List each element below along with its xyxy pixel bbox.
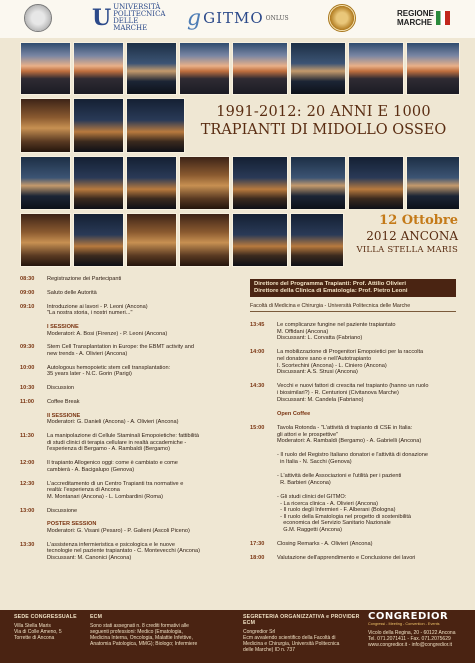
- program-line: new trends - A. Olivieri (Ancona): [47, 350, 128, 357]
- program-item: [250, 349, 423, 375]
- program-item: [20, 521, 190, 534]
- program-line: di studi clinici di terapia cellulare in realtà accademiche -: [47, 439, 187, 446]
- program-time: 12:30: [20, 480, 35, 487]
- photo-tile: [290, 213, 344, 267]
- program-text: [277, 349, 423, 375]
- photo-tile: [20, 213, 71, 267]
- footer-line: Torrette di Ancona: [14, 635, 55, 641]
- program-text: [277, 452, 428, 465]
- program-line: Moderatori: G. Danieli (Ancona) - A. Olivieri (Ancona): [47, 419, 179, 426]
- program-text: [47, 304, 148, 317]
- program-text: [277, 555, 415, 562]
- director-clinic: Direttore della Clinica di Ematologia: Prof. Pietro Leoni: [254, 288, 408, 295]
- program-line: "La nostra storia, i nostri numeri...": [47, 310, 133, 317]
- program-time: 09:00: [20, 289, 35, 296]
- program-line: Registrazione dei Partecipanti: [47, 276, 122, 282]
- gold-seal-logo: [328, 4, 356, 32]
- program-line: G.M. Raggetti (Ancona): [277, 526, 342, 533]
- program-time: 14:30: [250, 383, 265, 390]
- program-section-title: Open Coffee: [277, 410, 311, 417]
- program-item: [20, 385, 74, 392]
- photo-tile: [232, 42, 288, 95]
- program-line: Discussant: M. Canonici (Ancona): [47, 554, 132, 561]
- footer-organizer: [243, 614, 363, 653]
- program-item: [250, 322, 395, 342]
- photo-tile: [232, 156, 288, 210]
- program-time: [20, 521, 47, 534]
- program-line: in Italia - N. Sacchi (Genova): [277, 458, 352, 465]
- program-time: 15:00: [250, 425, 265, 431]
- director-program: Direttore del Programma Trapianti: Prof. Attilio Olivieri: [254, 281, 406, 287]
- program-line: 35 years later - N.C. Gorin (Parigi): [47, 371, 132, 378]
- program-text: [47, 413, 179, 426]
- program-text: [47, 433, 199, 453]
- faculty-line: Facoltà di Medicina e Chirurgia - Università Politecnica delle Marche: [250, 303, 456, 312]
- regione-line2: MARCHE: [397, 18, 433, 27]
- program-line: Tavola Rotonda - "L'attività di trapianto di CSE in Italia:: [277, 425, 413, 431]
- program-time: 18:00: [250, 555, 265, 562]
- photo-tile: [406, 156, 460, 210]
- congredior-tagline: Congressi - Meeting - Convention - Events: [368, 622, 440, 626]
- footer-line: seguenti professioni: Medico (Ematologia,: [90, 629, 183, 635]
- program-line: Moderatori: G. Visani (Pesaro) - P. Galieni (Ascoli Piceno): [47, 527, 190, 534]
- program-item: [20, 542, 200, 562]
- event-date: 12 Ottobre: [379, 213, 458, 228]
- photo-tile: [290, 42, 346, 95]
- photo-tile: [179, 42, 230, 95]
- program-line: L'assistenza infermieristica e psicologica e le nuove: [47, 541, 175, 548]
- regione-line1: REGIONE: [397, 9, 434, 18]
- program-time: 13:30: [20, 541, 35, 548]
- program-item: [250, 452, 428, 465]
- photo-tile: [126, 213, 177, 267]
- footer-venue: [14, 614, 89, 641]
- title-block: [187, 98, 460, 154]
- program-text: [47, 399, 80, 406]
- program-time: [250, 473, 277, 486]
- program-text: [47, 324, 167, 337]
- program-line: gli attori e le prospettive": [277, 431, 339, 438]
- program-time: 10:30: [20, 385, 35, 392]
- program-line: nel donatore sano e nell'Autotrapianto: [277, 355, 372, 362]
- photo-tile: [73, 156, 124, 210]
- directors-box: [250, 279, 456, 297]
- program-section-title: I SESSIONE: [47, 324, 79, 330]
- program-section-title: II SESSIONE: [47, 412, 81, 419]
- program-item: [20, 276, 121, 283]
- photo-tile: [348, 156, 404, 210]
- regione-flag-icon: [436, 11, 450, 25]
- program-line: Il trapianto Allogenico oggi: come è cambiato e come: [47, 460, 178, 467]
- program-line: - L'attività delle Associazioni e l'utilità per i pazienti: [277, 473, 402, 480]
- footer-line: Medicina e Chirurgia, Università Politecnica: [243, 641, 340, 647]
- footer-line: Tel. 071.2071411 - Fax. 071.2075629: [368, 636, 451, 642]
- photo-tile: [126, 156, 177, 210]
- footer: [0, 610, 475, 663]
- program-line: Discussant: M. Candela (Fabriano): [277, 396, 364, 403]
- program-text: [277, 494, 411, 534]
- program-line: Moderatori: A. Bosi (Firenze) - P. Leoni (Ancona): [47, 330, 168, 337]
- photo-tile: [20, 42, 71, 95]
- program-text: [277, 322, 395, 342]
- main-title-line2: TRAPIANTI DI MIDOLLO OSSEO: [200, 122, 447, 138]
- program-text: [47, 508, 77, 515]
- photo-tile: [179, 213, 230, 267]
- program-text: [277, 473, 401, 486]
- gitmo-g-icon: g: [187, 5, 203, 31]
- program-line: Le complicanze fungine nel paziente trapiantato: [277, 322, 396, 328]
- program-line: Valutazione dell'apprendimento e Conclusione dei lavori: [277, 555, 416, 562]
- program-item: [20, 365, 170, 378]
- program-item: [20, 399, 80, 406]
- footer-line: Sono stati assegnati n. 8 crediti formativi alle: [90, 623, 189, 629]
- program-line: I. Scortechini (Ancona) - L. Ciniero (Ancona): [277, 362, 387, 369]
- program-line: realtà: l'esperienza di Ancona: [47, 487, 120, 494]
- program-time: [20, 324, 47, 337]
- program-text: [277, 383, 428, 403]
- program-line: L'accreditamento di un Centro Trapianti tra normative e: [47, 480, 184, 487]
- program-item: [20, 290, 97, 297]
- program-time: 11:30: [20, 433, 34, 440]
- program-text: [47, 521, 190, 534]
- program-line: cambierà - A. Bacigalupo (Genova): [47, 466, 135, 473]
- gitmo-logo-sub: ONLUS: [265, 14, 289, 22]
- gitmo-logo-text: GITMO: [203, 9, 264, 27]
- photo-tile: [406, 42, 460, 95]
- program-text: [47, 365, 170, 378]
- main-title-line1: 1991-2012: 20 ANNI E 1000: [216, 104, 431, 120]
- program-item: [20, 433, 199, 453]
- photo-tile: [73, 213, 124, 267]
- univpm-mark-icon: U: [92, 5, 112, 31]
- program-line: Introduzione ai lavori - P. Leoni (Ancona): [47, 303, 148, 310]
- program-line: economica del Servizio Sanitario Nazionale: [277, 520, 391, 527]
- regione-marche-logo: [397, 4, 450, 32]
- program-time: 13:00: [20, 507, 35, 514]
- program-time: 08:30: [20, 276, 35, 282]
- footer-line: Vicolo della Regina, 20 - 60122 Ancona: [368, 630, 456, 636]
- photo-tile: [20, 156, 71, 210]
- program-line: Saluto delle Autorità: [47, 289, 97, 296]
- program-line: Discussione: [47, 507, 78, 514]
- program-item: [250, 425, 421, 445]
- program-line: tecnologie nel paziente trapiantato - C. Montevecchi (Ancona): [47, 548, 200, 555]
- photo-tile: [232, 213, 288, 267]
- program-line: M. Montanari (Ancona) - L. Lombardini (Roma): [47, 493, 163, 500]
- photo-tile: [73, 98, 124, 153]
- program-line: l'esperienza di Bergamo - A. Rambaldi (Bergamo): [47, 446, 170, 453]
- footer-line: Via di Colle Ameno, 5: [14, 629, 62, 635]
- program-line: Discussant: L. Corvatta (Fabriano): [277, 335, 363, 342]
- program-time: 09:30: [20, 344, 35, 351]
- photo-tile: [179, 156, 230, 210]
- program-line: M. Offidani (Ancona): [277, 328, 329, 335]
- program-time: 17:30: [250, 541, 265, 548]
- program-item: [20, 481, 183, 501]
- footer-congredior: [368, 611, 472, 648]
- program-item: [20, 324, 167, 337]
- program-time: 09:10: [20, 303, 35, 310]
- university-seal-logo: [24, 4, 52, 32]
- photo-tile: [290, 156, 346, 210]
- program-line: - La ricerca clinica - A. Olivieri (Ancona): [277, 500, 379, 507]
- footer-organizer-head: SEGRETERIA ORGANIZZATIVA e PROVIDER ECM: [243, 614, 360, 626]
- program-item: [20, 344, 194, 357]
- program-line: Closing Remarks - A. Olivieri (Ancona): [277, 541, 373, 548]
- program-time: 10:00: [20, 364, 35, 371]
- footer-line: www.congredior.it - info@congredior.it: [368, 642, 453, 648]
- event-year-city: 2012 ANCONA: [366, 229, 458, 243]
- program-line: Vecchi e nuovi fattori di crescita nel trapianto (hanno un ruolo: [277, 383, 429, 390]
- program-text: [47, 385, 74, 392]
- program-line: - Il ruolo del Registro Italiano donatori e l'attività di donazione: [277, 452, 428, 459]
- program-time: [250, 452, 277, 465]
- program-text: [47, 276, 121, 283]
- program-item: [20, 413, 179, 426]
- program-item: [250, 555, 415, 562]
- program-text: [47, 481, 183, 501]
- program-time: 11:00: [20, 399, 34, 405]
- program-line: R. Barbieri (Ancona): [277, 479, 331, 486]
- event-venue: VILLA STELLA MARIS: [356, 245, 458, 255]
- program-item: [250, 411, 310, 418]
- program-line: La mobilizzazione di Progenitori Emopoietici per la raccolta: [277, 349, 424, 356]
- program-text: [277, 411, 310, 418]
- program-time: [250, 411, 277, 418]
- footer-line: Ecm avvalendo scientifico della Facoltà di: [243, 635, 336, 641]
- program-line: Moderatori: A. Rambaldi (Bergamo) - A. Gabrielli (Ancona): [277, 438, 422, 445]
- footer-line: Congredior Srl: [243, 629, 276, 635]
- program-time: [250, 494, 277, 534]
- program-line: Discussion: [47, 385, 75, 392]
- photo-tile: [20, 98, 71, 153]
- photo-tile: [126, 42, 177, 95]
- program-time: [20, 413, 47, 426]
- date-block: [346, 209, 460, 266]
- program-item: [250, 494, 411, 534]
- footer-line: Villa Stella Maris: [14, 623, 51, 629]
- program-item: [20, 508, 77, 515]
- program-line: - Il ruolo degli Infermieri - F. Alberani (Bologna): [277, 507, 396, 514]
- program-line: Autologous hemopoietic stem cell transplantation:: [47, 364, 171, 371]
- program-time: 14:00: [250, 349, 265, 356]
- congredior-logo: CONGREDIOR: [368, 611, 449, 622]
- program-item: [250, 541, 372, 548]
- photo-tile: [73, 42, 124, 95]
- footer-line: delle Marche) ID n. 737: [243, 647, 295, 653]
- footer-line: Anatomia Patologica, MMG); Biologo; Infermiere: [90, 641, 198, 647]
- program-line: La manipolazione di Cellule Staminali Emopoietiche: fattibilità: [47, 433, 200, 440]
- program-time: 12:00: [20, 460, 35, 467]
- program-text: [47, 460, 178, 473]
- program-text: [47, 344, 194, 357]
- footer-ecm: [90, 614, 230, 647]
- photo-tile: [126, 98, 185, 153]
- program-line: Coffee Break: [47, 399, 80, 405]
- univpm-logo-text: UNIVERSITÀ POLITECNICA DELLE MARCHE: [113, 3, 166, 32]
- program-line: - Gli studi clinici del GITMO:: [277, 494, 347, 500]
- logo-bar: [0, 0, 475, 38]
- program-item: [250, 473, 401, 486]
- program-text: [47, 542, 200, 562]
- program-line: i biosimilari?) - R. Centurioni (Civitanova Marche): [277, 389, 399, 396]
- footer-line: Medicina Interna, Oncologia, Malattie Infettive,: [90, 635, 193, 641]
- program-text: [277, 541, 372, 548]
- program-text: [47, 290, 97, 297]
- gitmo-logo: [187, 4, 289, 32]
- program-text: [277, 425, 421, 445]
- program-section-title: POSTER SESSION: [47, 521, 97, 528]
- univpm-logo: [92, 3, 166, 32]
- photo-tile: [348, 42, 404, 95]
- footer-ecm-head: ECM: [90, 614, 103, 620]
- program-line: Discussant: A.S. Strusi (Ancona): [277, 369, 358, 376]
- program-line: Stem Cell Transplantation in Europe: the EBMT activity and: [47, 344, 194, 351]
- program-item: [20, 304, 148, 317]
- footer-venue-head: SEDE CONGRESSUALE: [14, 614, 77, 620]
- program-time: 13:45: [250, 322, 265, 328]
- program-line: - Il ruolo della Ematologia nel progetto di sostenibilità: [277, 513, 412, 520]
- program-item: [250, 383, 428, 403]
- program-item: [20, 460, 178, 473]
